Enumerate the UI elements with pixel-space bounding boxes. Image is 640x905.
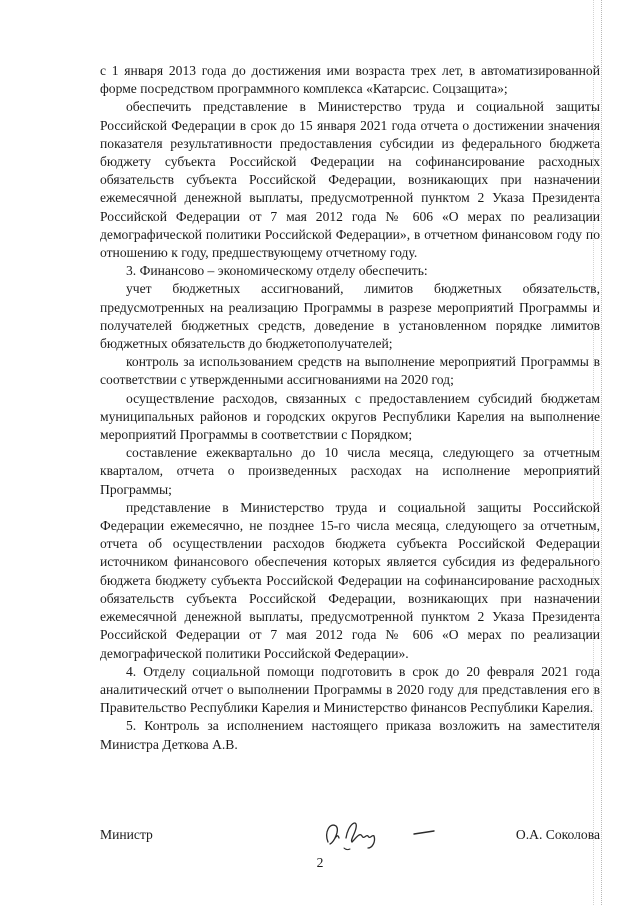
paragraph: осуществление расходов, связанных с предоставлением субсидий бюджетам муниципальных районов и городских округов Республики Карелия на выполнение мероприятий Программы в соответствии с Порядком; xyxy=(100,390,600,443)
paragraph: контроль за использованием средств на выполнение мероприятий Программы в соответствии с утвержденными ассигнованиями на 2020 год; xyxy=(100,354,600,388)
paragraph: учет бюджетных ассигнований, лимитов бюджетных обязательств, предусмотренных на реализацию Программы в разрезе мероприятий Программы и получателей бюджетных средств, доведение в установленном порядке лимитов бюджетных обязательств до бюджетополучателей; xyxy=(100,281,600,352)
signer-title: Министр xyxy=(100,827,153,842)
paragraph: 5. Контроль за исполнением настоящего приказа возложить на заместителя Министра Деткова А.В. xyxy=(100,718,600,752)
signer-name: О.А. Соколова xyxy=(515,827,600,842)
page-number: 2 xyxy=(316,855,324,870)
paragraph: с 1 января 2013 года до достижения ими возраста трех лет, в автоматизированной форме посредством программного комплекса «Катарсис. Соцзащита»; xyxy=(100,63,600,97)
handwritten-signature xyxy=(322,812,452,852)
paragraph: составление ежеквартально до 10 числа месяца, следующего за отчетным кварталом, отчета о произведенных расходах на исполнение мероприятий Программы; xyxy=(100,445,600,497)
signature-block xyxy=(100,826,600,846)
paragraph: 3. Финансово – экономическому отделу обеспечить: xyxy=(126,263,428,279)
paragraph: 4. Отделу социальной помощи подготовить в срок до 20 февраля 2021 года аналитический отчет о выполнении Программы в 2020 году для представления его в Правительство Республики Карелия и Министерство финансов Республики Карелия. xyxy=(100,663,600,716)
paragraph: представление в Министерство труда и социальной защиты Российской Федерации ежемесячно, не позднее 15-го числа месяца, следующего за отчетным, отчета об осуществлении расходов бюджета субъекта Российской Федерации источником финансового обеспечения которых является субсидия из федерального бюджета бюджету субъекта Российской Федерации на софинансирование расходных обязательств субъекта Российской Федерации, возникающих при назначении ежемесячной денежной выплаты, предусмотренной пунктом 2 Указа Президента Российской Федерации от 7 мая 2012 года № 606 «О мерах по реализации демографической политики Российской Федерации». xyxy=(100,499,600,661)
paragraph: обеспечить представление в Министерство труда и социальной защиты Российской Федерации в срок до 15 января 2021 года отчета о достижении значения показателя результативности предоставления субсидии из федерального бюджета бюджету субъекта Российской Федерации на софинансирование расходных обязательств субъекта Российской Федерации, возникающих при назначении ежемесячной денежной выплаты, предусмотренной пунктом 2 Указа Президента Российской Федерации от 7 мая 2012 года № 606 «О мерах по реализации демографической политики Российской Федерации», в отчетном финансовом году по отношению к году, предшествующему отчетному году. xyxy=(100,99,600,261)
document-body xyxy=(100,62,600,754)
scan-edge-line xyxy=(601,0,602,905)
